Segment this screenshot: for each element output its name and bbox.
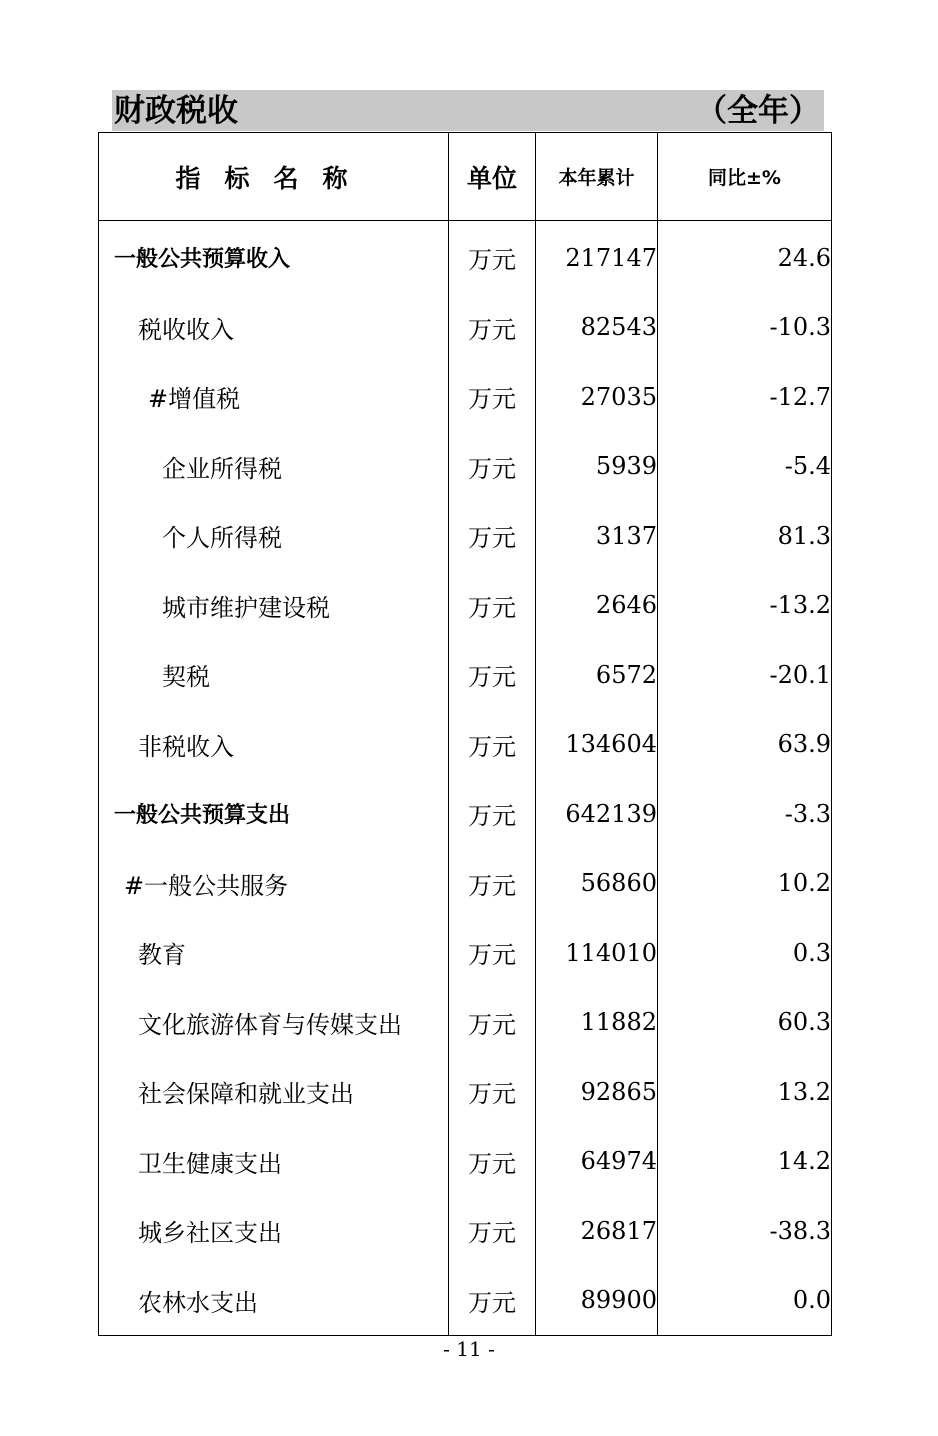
row-cumulative: 64974 [536,1127,658,1197]
row-cumulative: 27035 [536,362,658,432]
row-yoy: 13.2 [658,1057,832,1127]
row-name: 城市维护建设税 [99,571,449,641]
row-cumulative: 89900 [536,1266,658,1336]
table-row [99,362,832,432]
row-unit: 万元 [449,571,536,641]
row-cumulative: 114010 [536,918,658,988]
row-name: #一般公共服务 [99,849,449,919]
column-header-name: 指标名称 [99,133,449,221]
page-number: - 11 - [443,1337,495,1361]
row-name: #增值税 [99,362,449,432]
row-yoy: -3.3 [658,779,832,849]
row-unit: 万元 [449,849,536,919]
row-yoy: 0.0 [658,1266,832,1336]
row-unit: 万元 [449,293,536,363]
row-cumulative: 11882 [536,988,658,1058]
row-unit: 万元 [449,1127,536,1197]
row-cumulative: 26817 [536,1196,658,1266]
column-header-cumulative: 本年累计 [536,133,658,221]
row-unit: 万元 [449,1057,536,1127]
table-header-row [99,133,832,221]
fiscal-tax-table [98,132,832,1336]
row-cumulative: 642139 [536,779,658,849]
row-unit: 万元 [449,1266,536,1336]
period-label: （全年） [696,93,820,129]
row-yoy: 60.3 [658,988,832,1058]
table-row [99,293,832,363]
row-unit: 万元 [449,501,536,571]
row-yoy: -12.7 [658,362,832,432]
row-name: 教育 [99,918,449,988]
row-yoy: -13.2 [658,571,832,641]
row-cumulative: 6572 [536,640,658,710]
row-yoy: 10.2 [658,849,832,919]
table-row [99,1266,832,1336]
row-cumulative: 2646 [536,571,658,641]
row-cumulative: 92865 [536,1057,658,1127]
row-unit: 万元 [449,640,536,710]
table-body [99,221,832,1336]
row-unit: 万元 [449,221,536,293]
column-header-unit: 单位 [449,133,536,221]
row-unit: 万元 [449,432,536,502]
row-cumulative: 3137 [536,501,658,571]
table-row [99,849,832,919]
table-row [99,710,832,780]
row-yoy: -10.3 [658,293,832,363]
row-unit: 万元 [449,988,536,1058]
table-row [99,221,832,293]
row-name: 一般公共预算收入 [99,221,449,293]
table-row [99,918,832,988]
row-unit: 万元 [449,710,536,780]
row-unit: 万元 [449,1196,536,1266]
row-name: 文化旅游体育与传媒支出 [99,988,449,1058]
row-name: 企业所得税 [99,432,449,502]
table-row [99,1127,832,1197]
table-row [99,988,832,1058]
row-name: 社会保障和就业支出 [99,1057,449,1127]
row-cumulative: 5939 [536,432,658,502]
column-header-yoy: 同比±% [658,133,832,221]
row-yoy: -5.4 [658,432,832,502]
row-name: 农林水支出 [99,1266,449,1336]
table-row [99,501,832,571]
row-name: 一般公共预算支出 [99,779,449,849]
row-unit: 万元 [449,779,536,849]
row-name: 卫生健康支出 [99,1127,449,1197]
row-cumulative: 82543 [536,293,658,363]
row-name: 契税 [99,640,449,710]
row-yoy: 63.9 [658,710,832,780]
row-cumulative: 56860 [536,849,658,919]
table-row [99,432,832,502]
row-name: 非税收入 [99,710,449,780]
table-row [99,779,832,849]
row-cumulative: 217147 [536,221,658,293]
row-yoy: 24.6 [658,221,832,293]
table-row [99,1196,832,1266]
row-name: 城乡社区支出 [99,1196,449,1266]
page-title: 财政税收 [114,93,238,129]
row-unit: 万元 [449,362,536,432]
table-row [99,571,832,641]
row-cumulative: 134604 [536,710,658,780]
table-row [99,1057,832,1127]
table-row [99,640,832,710]
row-yoy: -38.3 [658,1196,832,1266]
row-yoy: -20.1 [658,640,832,710]
row-yoy: 0.3 [658,918,832,988]
row-yoy: 14.2 [658,1127,832,1197]
row-name: 税收收入 [99,293,449,363]
row-unit: 万元 [449,918,536,988]
row-name: 个人所得税 [99,501,449,571]
row-yoy: 81.3 [658,501,832,571]
